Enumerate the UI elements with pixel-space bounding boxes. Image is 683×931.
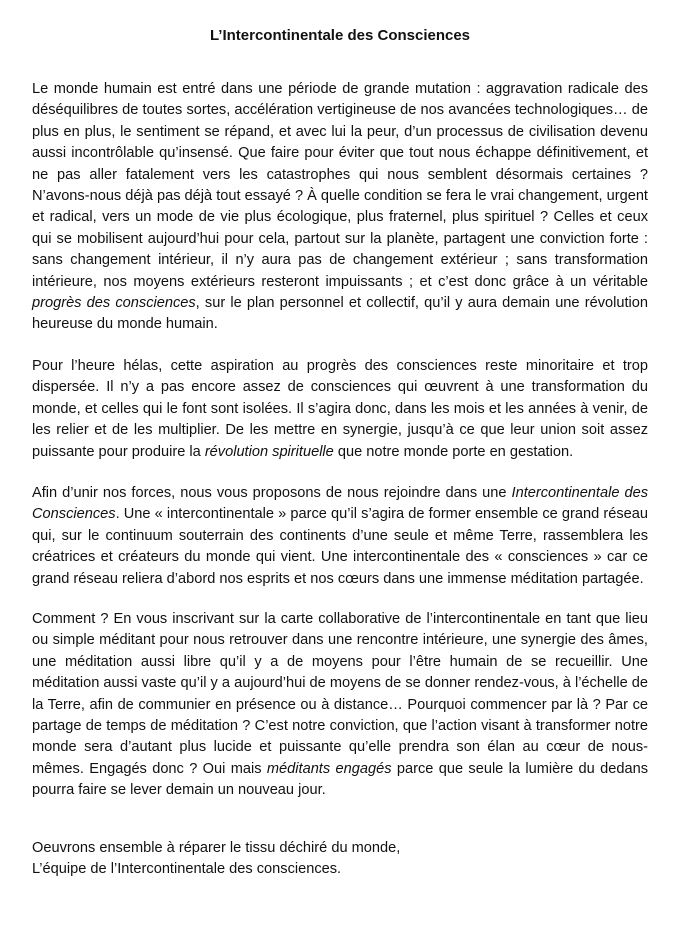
closing-signature: [32, 838, 648, 881]
paragraph-3-text-end: . Une « intercontinentale » parce qu’il s’agira de former ensemble ce grand réseau qui, sur le continuum souterrain des continents d’une seule et même Terre, rassemblera les créatrices et créateurs du monde qui vient. Une intercontinentale des « consciences » car ce grand réseau reliera d’abord nos esprits et nos cœurs dans une immense méditation partagée.: [32, 506, 648, 587]
document-page: [32, 26, 648, 880]
paragraph-1-text: Le monde humain est entré dans une période de grande mutation : aggravation radicale des déséquilibres de toutes sortes, accélération vertigineuse de nos avancées technologiques… de plus en plus, le sentiment se répand, et avec lui la peur, d’un processus de civilisation devenu aussi incontrôlable qu’insensé. Que faire pour éviter que tout nous échappe définitivement, et ne pas aller fatalement vers les catastrophes qui nous semblent désormais certaines ? N’avons-nous déjà pas déjà tout essayé ? À quelle condition se fera le vrai changement, urgent et radical, vers un mode de vie plus écologique, plus fraternel, plus spirituel ? Celles et ceux qui se mobilisent aujourd’hui pour cela, partout sur la planète, partagent une conviction forte : sans changement intérieur, il n’y aura pas de changement extérieur ; sans transformation intérieure, nos moyens extérieurs resteront impuissants ; et c’est donc grâce à un véritable: [32, 81, 648, 290]
paragraph-3-emphasis: Intercontinentale des Consciences: [32, 484, 648, 523]
paragraph-3: [32, 483, 648, 590]
signature-line: L’équipe de l’Intercontinentale des consciences.: [32, 861, 342, 877]
paragraph-2-emphasis: révolution spirituelle: [204, 443, 334, 460]
paragraph-4: [32, 609, 648, 802]
paragraph-2-text-end: que notre monde porte en gestation.: [333, 443, 574, 460]
closing-line: Oeuvrons ensemble à réparer le tissu déchiré du monde,: [32, 839, 401, 856]
paragraph-2: [32, 356, 648, 463]
paragraph-1: [32, 79, 648, 336]
paragraph-4-text-end: parce que seule la lumière du dedans pourra faire se lever demain un nouveau jour.: [32, 760, 649, 799]
paragraph-1-emphasis: progrès des consciences: [32, 295, 196, 312]
document-title: L’Intercontinentale des Consciences: [209, 27, 471, 44]
paragraph-2-text: Pour l’heure hélas, cette aspiration au progrès des consciences reste minoritaire et trop dispersée. Il n’y a pas encore assez de consciences qui œuvrent à une transformation du monde, et celles qui le font sont isolées. Il s’agira donc, dans les mois et les années à venir, de les relier et de les multiplier. De les mettre en synergie, jusqu’à ce que leur union soit assez puissante pour produire la: [32, 357, 648, 460]
paragraph-1-text-end: , sur le plan personnel et collectif, qu’il y aura demain une révolution heureuse du monde humain.: [32, 295, 648, 333]
paragraph-3-text: Afin d’unir nos forces, nous vous proposons de nous rejoindre dans une: [32, 484, 512, 501]
paragraph-4-emphasis: méditants engagés: [266, 760, 392, 777]
paragraph-4-text: Comment ? En vous inscrivant sur la carte collaborative de l’intercontinentale en tant que lieu ou simple méditant pour nous retrouver dans une rencontre intérieure, une synergie des âmes, une méditation aussi libre qu’il y a de moyens pour l’être humain de se recueillir. Une méditation aussi vaste qu’il y a aujourd’hui de moyens de se donner rendez-vous, à l’échelle de la Terre, afin de communier en présence ou à distance… Pourquoi commencer par là ? Par ce partage de temps de méditation ? C’est notre conviction, que l’action visant à transformer notre monde sera d’autant plus lucide et puissante qu’elle prendra son élan au cœur de nous-mêmes. Engagés donc ? Oui mais: [32, 610, 648, 777]
